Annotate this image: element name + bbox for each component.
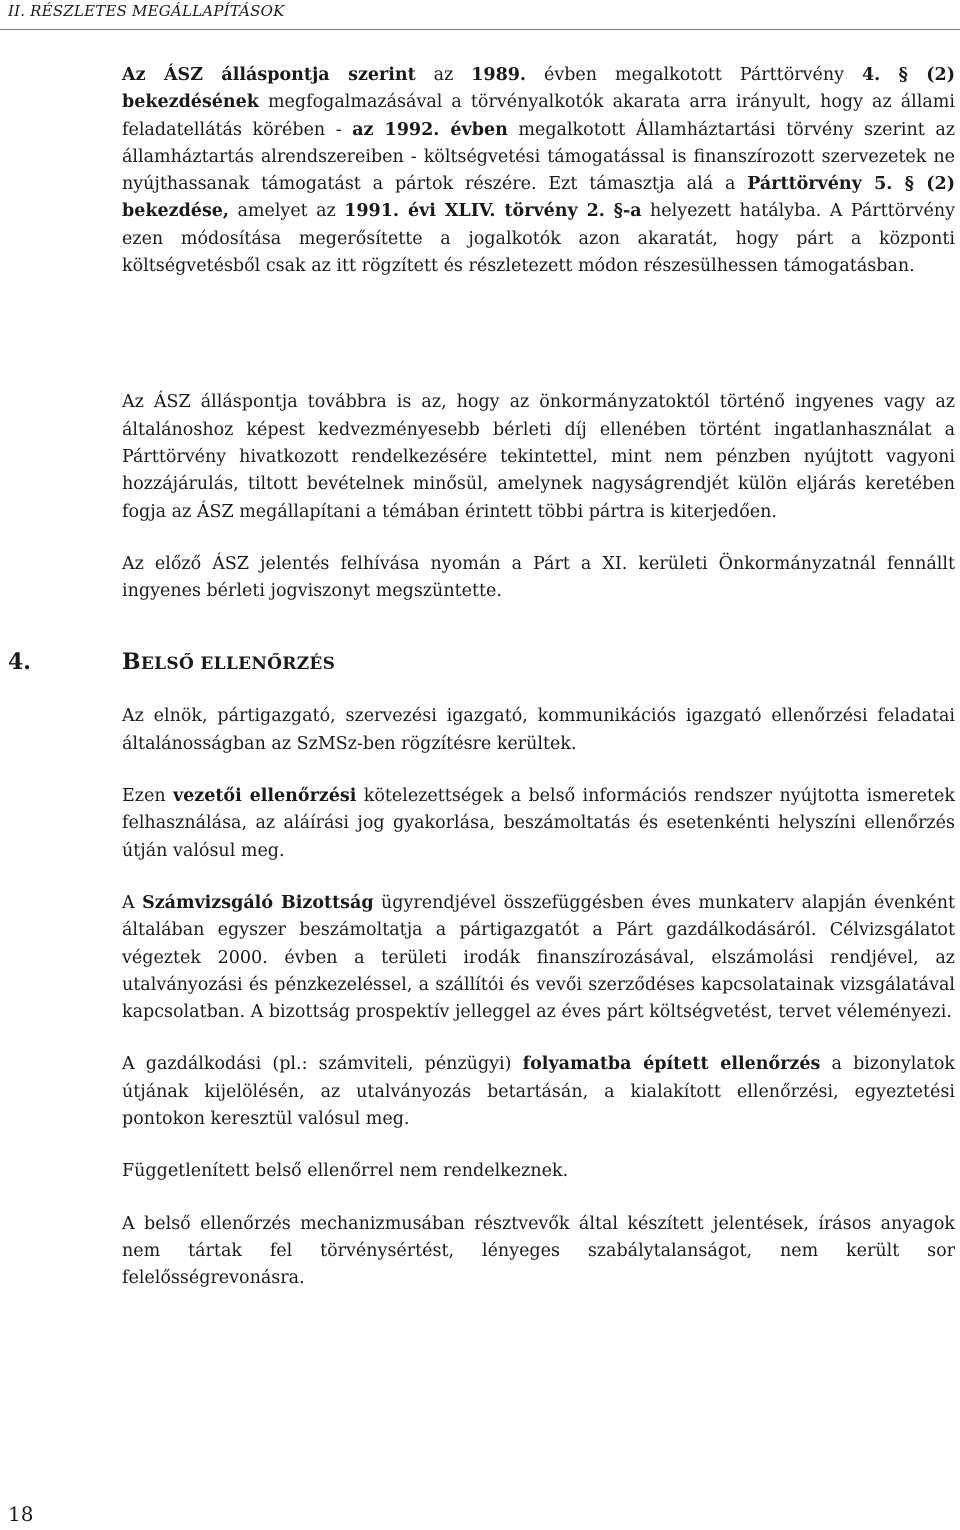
paragraph-party-law-position [122, 62, 955, 280]
paragraph-process-control [122, 1051, 955, 1133]
text-run: az [415, 65, 472, 85]
paragraph-management-control [122, 783, 955, 865]
text-run: A gazdálkodási (pl.: számviteli, pénzügyi) [122, 1054, 523, 1075]
text-run: a bizonylatok útjának kijelölésén, az utalványozás betartásán, a kialakított ellenőrzési, egyeztetési pontokon keresztül valósul meg. [122, 1054, 956, 1130]
section-number: 4. [8, 649, 31, 676]
text-run: megalkotott Államháztartási törvény szerint az államháztartás alrendszereiben - költségvetési támogatással is finanszírozott szervezetek ne nyújthassanak támogatást a pártok részére. Ezt támasztja alá a [122, 119, 955, 195]
bold-text-run: Számvizsgáló Bizottság [142, 892, 374, 913]
page-number: 18 [8, 1502, 34, 1526]
bold-text-run: 1991. évi XLIV. törvény 2. §-a [344, 201, 642, 222]
text-run: Ezen [122, 786, 173, 807]
text-run: évben megalkotott Párttörvény [526, 65, 862, 85]
paragraph-no-internal-auditor: Függetlenített belső ellenőrrel nem rendelkeznek. [122, 1161, 569, 1182]
paragraph-no-violations: A belső ellenőrzés mechanizmusában résztvevők által készített jelentések, írásos anyagok nem tártak fel törvénysértést, lényeges szabálytalanságot, nem került sor felelősségrevonásra. [122, 1213, 955, 1289]
text-run: megfogalmazásával a törvényalkotók akarata arra irányult, hogy az állami feladatellátás körében - [122, 92, 955, 140]
bold-text-run: vezetői ellenőrzési [172, 786, 357, 807]
text-run: A [122, 892, 143, 913]
section-title [122, 647, 335, 679]
text-run: amelyet az [229, 201, 345, 222]
text-run: ügyrendjével összefüggésben éves munkaterv alapján évenként általában egyszer beszámoltatja a pártigazgatót a Párt gazdálkodásáról. Célvizsgálatot végeztek 2000. évben a területi irodák finanszírozásával, elszámolási rendjével, az utalványozási és pénzkezeléssel, a szállítói és vevői szerződéses kapcsolatainak vizsgálatával kapcsolatban. A bizottság prospektív jelleggel az éves párt költségvetést, tervet véleményezi. [122, 892, 955, 1023]
header-divider [0, 29, 960, 30]
bold-text-run: Az ÁSZ álláspontja szerint [122, 65, 416, 85]
document-body [8, 62, 956, 1293]
section-heading [8, 647, 955, 683]
paragraph-free-rental-position: Az ÁSZ álláspontja továbbra is az, hogy az önkormányzatoktól történő ingyenes vagy az általánoshoz képest kedvezményesebb bérleti díj ellenében történt ingatlanhasználat a Párttörvény hivatkozott rendelkezésére tekintettel, mint nem pénzben nyújtott vagyoni hozzájárulás, tiltott bevételnek minősül, amelynek nagyságrendjét külön eljárás keretében fogja az ÁSZ megállapítani a témában érintett többi pártra is kiterjedően. [122, 392, 955, 522]
bold-text-run: 4. § (2) bekezdésének [122, 65, 956, 113]
running-header: II. RÉSZLETES MEGÁLLAPÍTÁSOK [8, 2, 285, 20]
paragraph-audit-committee [122, 890, 955, 1026]
paragraph-rental-terminated: Az előző ÁSZ jelentés felhívása nyomán a Párt a XI. kerületi Önkormányzatnál fennállt ingyenes bérleti jogviszonyt megszüntette. [122, 553, 955, 602]
text-run: kötelezettségek a belső információs rendszer nyújtotta ismeretek felhasználása, az aláírási jog gyakorlása, beszámoltatás és esetenkénti helyszíni ellenőrzés útján valósul meg. [122, 786, 955, 861]
section-title-rest: ELSŐ ELLENŐRZÉS [140, 654, 336, 675]
bold-text-run: Párttörvény 5. § (2) bekezdése, [122, 174, 955, 222]
bold-text-run: az 1992. évben [352, 119, 508, 140]
section-title-initial: B [122, 649, 141, 676]
paragraph-control-duties: Az elnök, pártigazgató, szervezési igazgató, kommunikációs igazgató ellenőrzési feladatai általánosságban az SzMSz-ben rögzítésre kerültek. [122, 706, 955, 754]
bold-text-run: 1989. [471, 65, 527, 85]
text-run: helyezett hatályba. A Párttörvény ezen módosítása megerősítette a jogalkotók azon akaratát, hogy párt a központi költségvetésből csak az itt rögzített és részletezett módon részesülhessen támogatásban. [122, 201, 955, 277]
bold-text-run: folyamatba épített ellenőrzés [522, 1054, 821, 1075]
